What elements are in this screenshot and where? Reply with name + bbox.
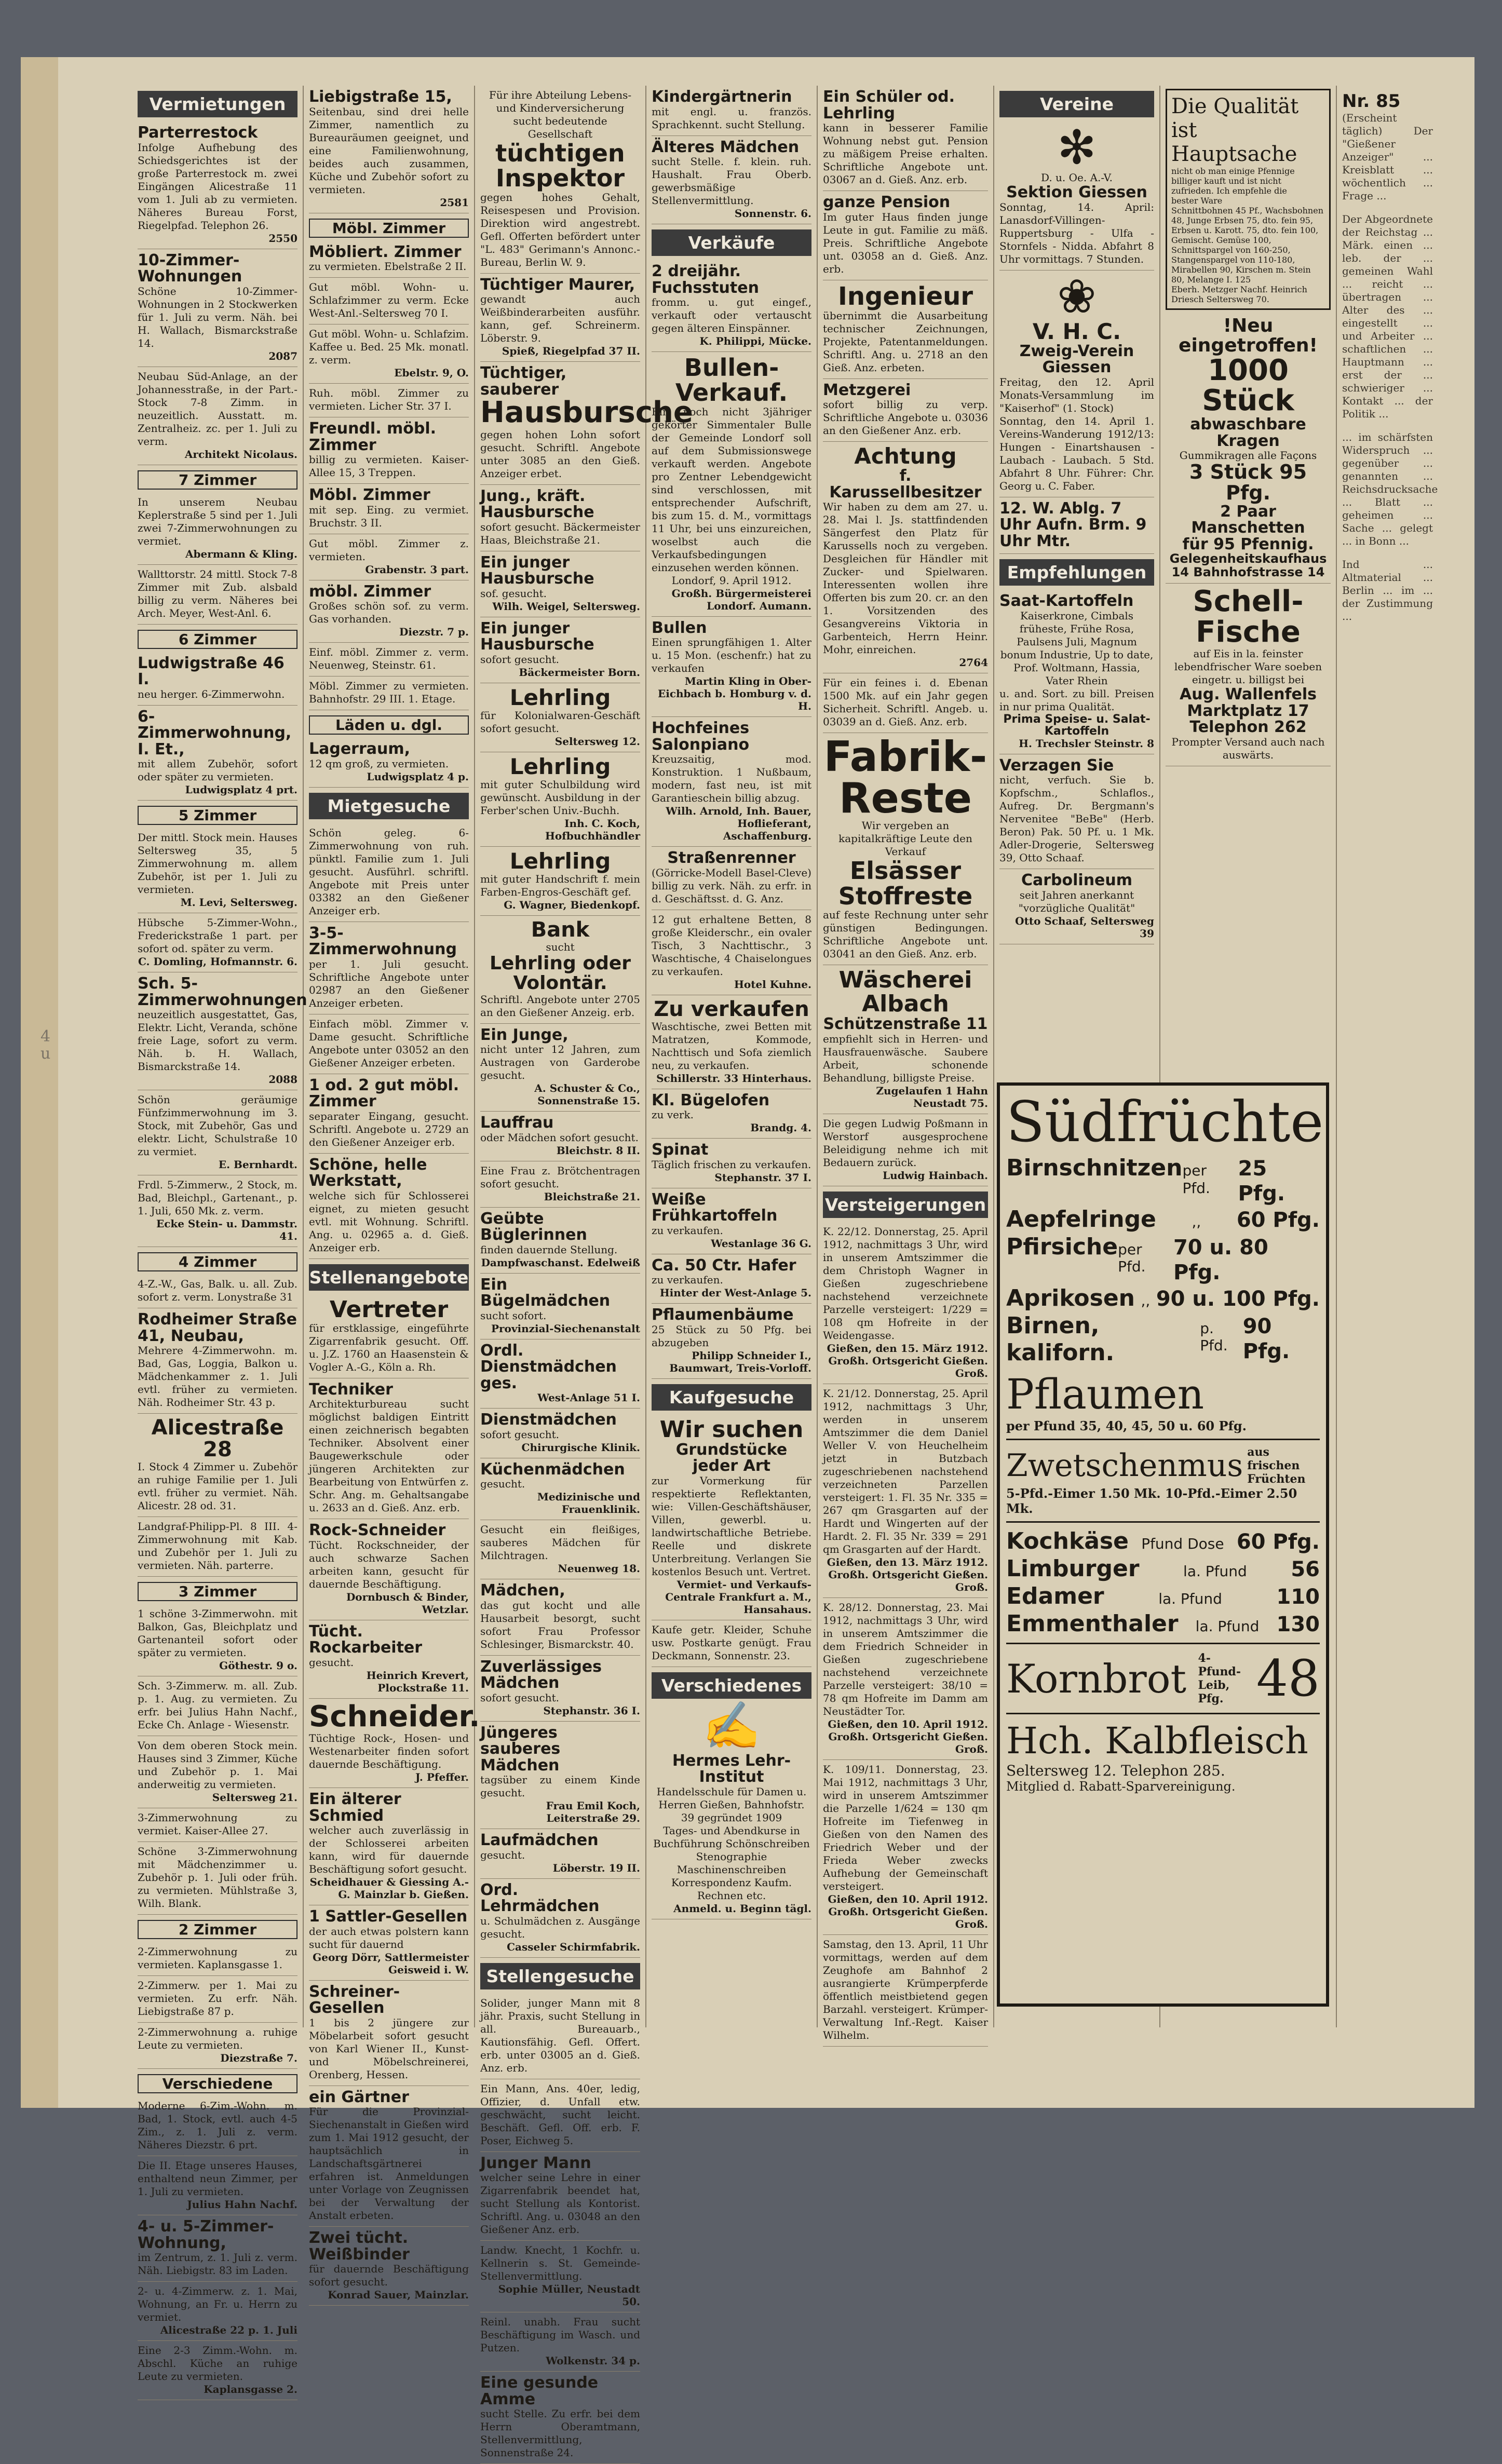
ad: Wallttorstr. 24 mittl. Stock 7-8 Zimmer mit Zub. alsbald billig zu verm. Näheres bei Arch. Meyer, West-Anl. 6.	[138, 565, 297, 625]
price-row-name: Aepfelringe	[1006, 1206, 1156, 1233]
ad: 12. W. Ablg. 7 Uhr Aufn. Brm. 9 Uhr Mtr.	[999, 497, 1154, 554]
ad: Hermes Lehr-Institut Handelsschule für Damen u. Herren Gießen, Bahnhofstr. 39 gegründet 1909 Tages- und Abendkurse in Buchführung Schönschreiben Stenographie Maschinenschreiben Korrespondenz Kaufm. Rechnen etc. Anmeld. u. Beginn tägl.	[652, 1750, 811, 1919]
ad: Zuverlässiges Mädchen sofort gesucht. Stephanstr. 36 I.	[480, 1656, 640, 1722]
ad: Freundl. möbl. Zimmer billig zu vermieten. Kaiser-Allee 15, 3 Treppen.	[309, 417, 469, 484]
subsection-moebl-zimmer: Möbl. Zimmer	[309, 219, 469, 238]
ad: 2-Zimmerw. per 1. Mai zu vermieten. Zu erfr. Näh. Liebigstraße 87 p.	[138, 1976, 297, 2023]
price-row-price: 25 Pfg.	[1238, 1157, 1286, 1206]
ad: 12 gut erhaltene Betten, 8 große Kleiderschr., ein ovaler Tisch, 3 Nachttischr., 3 Waschtische, 4 Chaiselongues zu verkaufen. Hotel Kuhne.	[652, 910, 811, 995]
ad: Schöne 3-Zimmerwohnung mit Mädchenzimmer u. Zubehör p. 1. Juli oder früh. zu vermieten. Mühlstraße 3, Wilh. Blank.	[138, 1842, 297, 1915]
ad: 4-Z.-W., Gas, Balk. u. all. Zub. sofort z. verm. Lonystraße 31	[138, 1275, 297, 1308]
subsection-verschiedene: Verschiedene	[138, 2074, 297, 2093]
ad: Wir suchen Grundstücke jeder Art zur Vormerkung für respektierte Reflektanten, wie: Villen-Geschäftshäuser, Villen, gewerbl. u. landwirtschaftliche Betriebe. Reelle und diskrete Unterbreitung. Verlangen Sie kostenlos Besuch unt. Vertret. Vermiet- und Verkaufs-Centrale Frankfurt a. M., Hansahaus.	[652, 1415, 811, 1620]
ad: Lehrling für Kolonialwaren-Geschäft sofort gesucht. Seltersweg 12.	[480, 683, 640, 752]
ad: Techniker Architekturbureau sucht möglichst baldigen Eintritt einen zeichnerisch begabten Techniker. Absolvent einer Baugewerkschule oder jüngeren Architekten zur Bearbeitung von Entwürfen z. Schr. Ang. m. Gehaltsangabe u. 2633 an d. Gieß. Anz. erb.	[309, 1378, 469, 1520]
ad: Ord. Lehrmädchen u. Schulmädchen z. Ausgänge gesucht. Casseler Schirmfabrik.	[480, 1879, 640, 1958]
section-header-verschiedenes: Verschiedenes	[652, 1672, 811, 1699]
ad: Ca. 50 Ctr. Hafer zu verkaufen. Hinter der West-Anlage 5.	[652, 1254, 811, 1304]
price-row-unit: la. Pfund	[1195, 1617, 1260, 1635]
price-row	[1006, 1312, 1320, 1368]
ad: Liebigstraße 15, Seitenbau, sind drei helle Zimmer, namentlich zu Bureauräumen geeignet, und eine Familienwohnung, beides auch zusammen, Küche und Zubehör sofort zu vermieten. 2581	[309, 86, 469, 213]
price-row-unit: per Pfd.	[1118, 1240, 1146, 1276]
ad: Dienstmädchen sofort gesucht. Chirurgische Klinik.	[480, 1409, 640, 1458]
ad: Parterrestock Infolge Aufhebung des Schiedsgerichtes ist der große Parterrestock m. zwei Eingängen Alicestraße 11 vom 1. Juli ab zu vermieten. Näheres Bureau Forst, Riegelpfad. Telephon 26. 2550	[138, 121, 297, 249]
price-row-name: Aprikosen	[1006, 1284, 1135, 1311]
ad: ✻ D. u. Oe. A.-V. Sektion Giessen Sonntag, 14. April: Lanasdorf-Villingen-Ruppertsburg - Ulfa - Stornfels - Nidda. Abfahrt 8 Uhr vormittags. 7 Stunden.	[999, 121, 1154, 270]
ad: Bullen Einen sprungfähigen 1. Alter u. 15 Mon. (eschenfr.) hat zu verkaufen Martin Kling in Ober-Eichbach b. Homburg v. d. H.	[652, 617, 811, 717]
price-row-unit: ,,	[1141, 1292, 1151, 1309]
section-header-stellengesuche: Stellengesuche	[480, 1963, 640, 1989]
price-row-name: Kochkäse	[1006, 1528, 1129, 1555]
ad: Lauffrau oder Mädchen sofort gesucht. Bleichstr. 8 II.	[480, 1112, 640, 1161]
ad: Spinat Täglich frischen zu verkaufen. Stephanstr. 37 I.	[652, 1139, 811, 1188]
ad: Ordl. Dienstmädchen ges. West-Anlage 51 I.	[480, 1339, 640, 1409]
ad: Moderne 6-Zim.-Wohn. m. Bad, 1. Stock, evtl. auch 4-5 Zim., z. 1. Juli z. verm. Näheres Diezstr. 6 prt.	[138, 2096, 297, 2156]
ad-kragen: !Neu eingetroffen! 1000 Stück abwaschbare Kragen Gummikragen alle Façons 3 Stück 95 Pfg. 2 Paar Manschetten für 95 Pfennig. Gelegenheitskaufhaus 14 Bahnhofstrasse 14	[1166, 313, 1331, 584]
ad: Rodheimer Straße 41, Neubau, Mehrere 4-Zimmerwohn. m. Bad, Gas, Loggia, Balkon u. Mädchenkammer z. 1. Juli evtl. früher zu vermieten. Näh. Rodheimer Str. 43 p.	[138, 1308, 297, 1414]
section-header-mietgesuche: Mietgesuche	[309, 793, 469, 819]
ad: Küchenmädchen gesucht. Medizinische und Frauenklinik.	[480, 1458, 640, 1521]
ad: Tücht. Rockarbeiter gesucht. Heinrich Krevert, Plockstraße 11.	[309, 1620, 469, 1699]
ad: Lehrling mit guter Schulbildung wird gewünscht. Ausbildung in der Ferber'schen Univ.-Buchh. Inh. C. Koch, Hofbuchhändler	[480, 752, 640, 847]
ad: Einf. möbl. Zimmer z. verm. Neuenweg, Steinstr. 61.	[309, 643, 469, 676]
section-header-kaufgesuche: Kaufgesuche	[652, 1384, 811, 1411]
ad: Möbl. Zimmer mit sep. Eing. zu vermiet. Bruchstr. 3 II.	[309, 484, 469, 534]
flower-emblem-icon: ❀	[1057, 269, 1097, 324]
price-row-name: Pfirsiche	[1006, 1233, 1118, 1260]
ad: 2-Zimmerwohnung a. ruhige Leute zu vermieten. Diezstraße 7.	[138, 2023, 297, 2069]
ad: Kindergärtnerin mit engl. u. französ. Sprachkennt. sucht Stellung.	[652, 86, 811, 136]
ad: Die II. Etage unseres Hauses, enthaltend neun Zimmer, per 1. Juli zu vermieten. Julius Hahn Nachf.	[138, 2156, 297, 2215]
subsection-6-zimmer: 6 Zimmer	[138, 630, 297, 649]
ad: Landgraf-Philipp-Pl. 8 III. 4-Zimmerwohnung mit Kab. und Zubehör per 1. Juli zu vermieten. Näh. parterre.	[138, 1517, 297, 1577]
ad-qualitaet: Die Qualität ist Hauptsache nicht ob man einige Pfennige billiger kauft und ist nicht zufrieden. Ich empfehle die bester Ware Schnittbohnen 45 Pf., Wachsbohnen 48, Junge Erbsen 75, dto. fein 95, Erbsen u. Karott. 75, dto. fein 100, Gemischt. Gemüse 100, Schnittspargel von 160-250, Stangenspargel von 110-180, Mirabellen 90, Kirschen m. Stein 80, Melange I. 125 Eberh. Metzger Nachf. Heinrich Driesch Seltersweg 70.	[1166, 89, 1331, 310]
ad: Ein Junge, nicht unter 12 Jahren, zum Austragen von Garderobe gesucht. A. Schuster & Co., Sonnenstraße 15.	[480, 1024, 640, 1112]
ad: Ein Mann, Ans. 40er, ledig, Offizier, d. Unfall etw. geschwächt, sucht leicht. Beschäft. Gefl. Off. erb. F. Poser, Eichweg 5.	[480, 2079, 640, 2152]
ad: 1 Sattler-Gesellen der auch etwas polstern kann sucht für dauernd Georg Dörr, Sattlermeister Geisweid i. W.	[309, 1905, 469, 1981]
ad: Metzgerei sofort billig zu verp. Schriftliche Angebote u. 03036 an den Gießener Anz. erb.	[823, 379, 988, 442]
ad: Solider, junger Mann mit 8 jähr. Praxis, sucht Stellung in all. Bureauarb., Kautionsfähig. Gefl. Offert. erb. unter 03005 an d. Gieß. Anz. erb.	[480, 1994, 640, 2079]
column-4	[646, 86, 818, 2027]
ad: Jung., kräft. Hausbursche sofort gesucht. Bäckermeister Haas, Bleichstraße 21.	[480, 485, 640, 551]
section-header-versteigerungen: Versteigerungen	[823, 1192, 988, 1218]
price-row-price: 110	[1276, 1585, 1320, 1609]
ad: Älteres Mädchen sucht Stelle. f. klein. ruh. Haushalt. Frau Oberb. gewerbsmäßige Stellenvermittlung. Sonnenstr. 6.	[652, 136, 811, 225]
ad: Möbl. Zimmer zu vermieten. Bahnhofstr. 29 III. 1. Etage.	[309, 676, 469, 710]
price-row	[1006, 1206, 1320, 1234]
subsection-3-zimmer: 3 Zimmer	[138, 1582, 297, 1601]
ad: 2 dreijähr. Fuchsstuten fromm. u. gut eingef., verkauft oder vertauscht gegen älteren Einspänner. K. Philippi, Mücke.	[652, 260, 811, 352]
price-row	[1006, 1583, 1320, 1610]
pencil-margin-note: 4 u	[40, 1027, 51, 1063]
price-row-price: 90 u. 100 Pfg.	[1156, 1287, 1320, 1311]
ad: Schneider. Tüchtige Rock-, Hosen- und Westenarbeiter finden sofort dauernde Beschäftigung. J. Pfeffer.	[309, 1699, 469, 1789]
ad: Mädchen, das gut kocht und alle Hausarbeit besorgt, sucht sofort Frau Professor Schlesinger, Bismarckstr. 40.	[480, 1579, 640, 1656]
column-3	[475, 86, 693, 2459]
ad: Sch. 3-Zimmerw. m. all. Zub. p. 1. Aug. zu vermieten. Zu erfr. bei Julius Hahn Nachf., Ecke Ch. Anlage - Wiesenstr.	[138, 1676, 297, 1736]
ad: Gesucht ein fleißiges, sauberes Mädchen für Milchtragen. Neuenweg 18.	[480, 1520, 640, 1579]
ad: Gut möbl. Wohn- u. Schlafzim. Kaffee u. Bed. 25 Mk. monatl. z. verm. Ebelstr. 9, O.	[309, 324, 469, 384]
ad: Alicestraße 28 I. Stock 4 Zimmer u. Zubehör an ruhige Familie per 1. Juli evtl. früher zu vermiet. Näh. Alicestr. 28 od. 31.	[138, 1414, 297, 1517]
ad: Fabrik-Reste Wir vergeben an kapitalkräftige Leute den Verkauf Elsässer Stoffreste auf feste Rechnung unter sehr günstigen Bedingungen. Schriftliche Angebote unt. 03041 an den Gieß. Anz. erb.	[823, 733, 988, 965]
ad: Kl. Bügelofen zu verk. Brandg. 4.	[652, 1089, 811, 1139]
price-row-name: Edamer	[1006, 1582, 1104, 1609]
pen-hand-icon: ✍	[702, 1698, 761, 1753]
ad: Zu verkaufen Waschtische, zwei Betten mit Matratzen, Kommode, Nachttisch und Sofa ziemlich neu, zu verkaufen. Schillerstr. 33 Hinterhaus.	[652, 995, 811, 1089]
price-row-price: 60 Pfg.	[1236, 1208, 1320, 1232]
column-1	[132, 86, 307, 2395]
ad: In unserem Neubau Keplerstraße 5 sind per 1. Juli zwei 7-Zimmerwohnungen zu vermiet. Abermann & Kling.	[138, 493, 297, 565]
ad: Ludwigstraße 46 I. neu herger. 6-Zimmerwohn.	[138, 652, 297, 706]
ad: Gut möbl. Wohn- u. Schlafzimmer zu verm. Ecke West-Anl.-Seltersweg 70 I.	[309, 278, 469, 324]
ad: 1 schöne 3-Zimmerwohn. mit Balkon, Gas, Bleichplatz und Gartenanteil sofort oder später zu vermieten. Göthestr. 9 o.	[138, 1604, 297, 1676]
ad: Bank sucht Lehrling oder Volontär. Schriftl. Angebote unter 2705 an den Gießener Anzeig. erb.	[480, 916, 640, 1024]
section-header-vermietungen: Vermietungen	[138, 91, 297, 117]
ad: Tüchtiger, sauberer Hausbursche gegen hohen Lohn sofort gesucht. Schriftl. Angebote unter 3085 an den Gieß. Anzeiger erbet.	[480, 362, 640, 485]
ad: ein Gärtner Für die Provinzial-Siechenanstalt in Gießen wird zum 1. Mai 1912 gesucht, der hauptsächlich in Landschaftsgärtnerei erfahren ist. Anmeldungen unter Vorlage von Zeugnissen bei der Verwaltung der Anstalt erbeten.	[309, 2086, 469, 2227]
section-header-vereine: Vereine	[999, 91, 1154, 117]
ad: Landw. Knecht, 1 Kochfr. u. Kellnerin s. St. Gemeinde-Stellenvermittlung. Sophie Müller, Neustadt 50.	[480, 2241, 640, 2312]
ad: Straßenrenner (Görricke-Modell Basel-Cleve) billig zu verk. Näh. zu erfr. in d. Geschäftsst. d. G. Anz.	[652, 847, 811, 910]
ad: Eine 2-3 Zimm.-Wohn. m. Abschl. Küche an ruhige Leute zu vermieten. Kaplansgasse 2.	[138, 2341, 297, 2400]
subsection-4-zimmer: 4 Zimmer	[138, 1252, 297, 1271]
ad: Schreiner-Gesellen 1 bis 2 jüngere zur Möbelarbeit sofort gesucht von Karl Wiener II., Kunst- und Möbelschreinerei, Orenberg, Hessen.	[309, 1981, 469, 2086]
ad: Jüngeres sauberes Mädchen tagsüber zu einem Kinde gesucht. Frau Emil Koch, Leiterstraße 29.	[480, 1722, 640, 1830]
page-binding-edge	[21, 57, 58, 2108]
ad: 10-Zimmer-Wohnungen Schöne 10-Zimmer-Wohnungen in 2 Stockwerken für 1. Juli zu verm. Näh. bei H. Wallach, Bismarckstraße 14. 2087	[138, 249, 297, 367]
price-list-fruits	[1006, 1155, 1320, 1367]
ad: Lehrling mit guter Handschrift f. mein Farben-Engros-Geschäft gef. G. Wagner, Biedenkopf.	[480, 847, 640, 916]
ad: Sch. 5-Zimmerwohnungen neuzeitlich ausgestattet, Gas, Elektr. Licht, Veranda, schöne freie Lage, sofort zu verm. Näh. b. H. Wallach, Bismarckstraße 14. 2088	[138, 972, 297, 1090]
ad: Schön geleg. 6-Zimmerwohnung von ruh. pünktl. Familie zum 1. Juli gesucht. Ausführl. schriftl. Angebote mit Preis unter 03382 an den Gießener Anzeiger erb.	[309, 823, 469, 922]
section-header-stellenangebote: Stellenangebote	[309, 1264, 469, 1291]
ad: Hübsche 5-Zimmer-Wohn., Frederickstraße 1 part. per sofort od. später zu verm. C. Domling, Hofmannstr. 6.	[138, 913, 297, 972]
ad: Ein Bügelmädchen sucht sofort. Provinzial-Siechenanstalt	[480, 1274, 640, 1339]
ad: Ein Schüler od. Lehrling kann in besserer Familie Wohnung nebst gut. Pension zu mäßigem Preise erhalten. Schriftliche Angebote unt. 03067 an d. Gieß. Anz. erb.	[823, 86, 988, 191]
price-row-price: 90 Pfg.	[1242, 1314, 1290, 1363]
price-row-unit: p. Pfd.	[1200, 1319, 1228, 1355]
ad: Lagerraum, 12 qm groß, zu vermieten. Ludwigsplatz 4 p.	[309, 738, 469, 788]
ad: Tüchtiger Maurer, gewandt auch Weißbinderarbeiten ausführ. kann, gef. Schreinerm. Löberstr. 9. Spieß, Riegelpfad 37 II.	[480, 274, 640, 362]
subsection-laeden: Läden u. dgl.	[309, 715, 469, 735]
price-row-price: 60 Pfg.	[1236, 1530, 1320, 1554]
price-row	[1006, 1528, 1320, 1555]
ad: Gut möbl. Zimmer z. vermieten. Grabenstr. 3 part.	[309, 534, 469, 580]
ad: Möbliert. Zimmer zu vermieten. Ebelstraße 2 II.	[309, 241, 469, 278]
price-row-unit: Pfund Dose	[1141, 1535, 1224, 1553]
subsection-2-zimmer: 2 Zimmer	[138, 1920, 297, 1939]
ad: Eine Frau z. Brötchentragen sofort gesucht. Bleichstraße 21.	[480, 1161, 640, 1208]
ad: ganze Pension Im guter Haus finden junge Leute in gut. Familie zu mäß. Preis. Schriftliche Angebote unt. 03058 an d. Gieß. Anz. erb.	[823, 191, 988, 280]
ad: Schön geräumige Fünfzimmerwohnung im 3. Stock, mit Zubehör, Gas und elektr. Licht, Schulstraße 10 zu vermiet. E. Bernhardt.	[138, 1090, 297, 1175]
price-row	[1006, 1555, 1320, 1583]
ad-schellfische: Schell-Fische auf Eis in la. feinster lebendfrischer Ware soeben eingetr. u. billigst bei Aug. Wallenfels Marktplatz 17 Telephon 262 Prompter Versand auch nach auswärts.	[1166, 584, 1331, 766]
price-row-price: 130	[1276, 1612, 1320, 1636]
ad: Verzagen Sie nicht, verfuch. Sie b. Kopfschm., Schlaflos., Aufreg. Dr. Bergmann's Nervenitee "BeBe" (Herb. Beron) Pak. 50 Pf. u. 1 Mk. Adler-Drogerie, Seltersweg 39, Otto Schaaf.	[999, 754, 1154, 870]
price-row-price: 56	[1291, 1557, 1320, 1581]
ad: Die gegen Ludwig Poßmann in Werstorf ausgesprochene Beleidigung nehme ich mit Bedauern zurück. Ludwig Hainbach.	[823, 1114, 988, 1186]
ad: Schöne, helle Werkstatt, welche sich für Schlosserei eignet, zu mieten gesucht evtl. mit Wohnung. Schriftl. Ang. u. 02965 a. d. Gieß. Anzeiger erb.	[309, 1154, 469, 1259]
price-row	[1006, 1234, 1320, 1285]
price-row-name: Limburger	[1006, 1555, 1140, 1582]
ad: Eine gesunde Amme sucht Stelle. Zu erfr. bei dem Herrn Oberamtmann, Stellenvermittlung, Sonnenstraße 24.	[480, 2372, 640, 2464]
ad: Saat-Kartoffeln Kaiserkrone, Cimbals früheste, Frühe Rosa, Paulsens Juli, Magnum bonum Industrie, Up to date, Prof. Woltmann, Hassia, Vater Rhein u. and. Sort. zu bill. Preisen in nur prima Qualität. Prima Speise- u. Salat-Kartoffeln H. Trechsler Steinstr. 8	[999, 590, 1154, 754]
ad: Ein junger Hausbursche sof. gesucht. Wilh. Weigel, Seltersweg.	[480, 551, 640, 617]
newspaper-page	[132, 86, 1438, 2459]
price-row-unit: ,,	[1192, 1213, 1201, 1230]
ad: Weiße Frühkartoffeln zu verkaufen. Westanlage 36 G.	[652, 1188, 811, 1254]
ad: Ruh. möbl. Zimmer zu vermieten. Licher Str. 37 I.	[309, 384, 469, 417]
price-row-name: Birnschnitzen	[1006, 1155, 1183, 1181]
price-row-unit: per Pfd.	[1182, 1162, 1210, 1197]
subsection-5-zimmer: 5 Zimmer	[138, 806, 297, 825]
ad: Ein älterer Schmied welcher auch zuverlässig in der Schlosserei arbeiten kann, wird für dauernde Beschäftigung sofort gesucht. Scheidhauer & Giessing A.-G. Mainzlar b. Gießen.	[309, 1788, 469, 1905]
ad: Junger Mann welcher seine Lehre in einer Zigarrenfabrik beendet hat, sucht Stellung als Kontorist. Schriftl. Ang. u. 03048 an den Gießener Anz. erb.	[480, 2152, 640, 2241]
price-row-unit: la. Pfund	[1158, 1590, 1222, 1607]
ad: 2- u. 4-Zimmerw. z. 1. Mai, Wohnung, an Fr. u. Herrn zu vermiet. Alicestraße 22 p. 1. Juli	[138, 2282, 297, 2341]
column-2	[304, 86, 480, 2301]
column-5	[818, 86, 994, 2041]
ad: Für ihre Abteilung Lebens- und Kinderversicherung sucht bedeutende Gesellschaft tüchtigen Inspektor gegen hohes Gehalt, Reisespesen und Provision. Direktion wird angestrebt. Gefl. Offerten befördert unter "L. 483" Gerimann's Annonc.-Bureau, Berlin W. 9.	[480, 86, 640, 274]
ad: 6-Zimmerwohnung, I. Et., mit allem Zubehör, sofort oder später zu vermieten. Ludwigsplatz 4 prt.	[138, 706, 297, 801]
ad: Der mittl. Stock mein. Hauses Seltersweg 35, 5 Zimmerwohnung m. allem Zubehör, ist per 1. Juli zu vermieten. M. Levi, Seltersweg.	[138, 828, 297, 913]
ad: Hochfeines Salonpiano Kreuzsaitig, mod. Konstruktion. 1 Nußbaum, modern, fast neu, ist mit Garantieschein billig abzug. Wilh. Arnold, Inh. Bauer, Hoflieferant, Aschaffenburg.	[652, 717, 811, 847]
ad: ❀ V. H. C. Zweig-Verein Giessen Freitag, den 12. April Monats-Versammlung im "Kaiserhof" (1. Stock) Sonntag, den 14. April 1. Vereins-Wanderung 1912/13: Hungen - Einartshausen - Laubach - Laubach. 5 Std. Abfahrt 8 Uhr. Führer: Chr. Georg u. C. Faber.	[999, 270, 1154, 497]
ad: möbl. Zimmer Großes schön sof. zu verm. Gas vorhanden. Diezstr. 7 p.	[309, 580, 469, 643]
ad: Zwei tücht. Weißbinder für dauernde Beschäftigung sofort gesucht. Konrad Sauer, Mainzlar.	[309, 2227, 469, 2306]
edelweiss-icon: ✻	[1057, 120, 1097, 175]
price-row	[1006, 1285, 1320, 1312]
ad: K. 28/12. Donnerstag, 23. Mai 1912, nachmittags 3 Uhr, wird in unserem Amtszimmer die dem Friedrich Schneider in Gießen zugeschriebene nachstehend verzeichnete Parzelle versteigert: 38/10 = 78 qm Hofreite im Damm am Neustädter Tor. Gießen, den 10. April 1912. Großh. Ortsgericht Gießen. Groß.	[823, 1598, 988, 1760]
section-header-empfehlungen: Empfehlungen	[999, 559, 1154, 586]
ad: Für ein feines i. d. Ebenan 1500 Mk. auf ein Jahr gegen Sicherheit. Schriftl. Angeb. u. 03039 an d. Gieß. Anz. erb.	[823, 673, 988, 733]
ad: 3-Zimmerwohnung zu vermiet. Kaiser-Allee 27.	[138, 1808, 297, 1842]
ad: Frdl. 5-Zimmerw., 2 Stock, m. Bad, Bleichpl., Gartenant., p. 1. Juli, 650 Mk. z. verm. Ecke Stein- u. Dammstr. 41.	[138, 1175, 297, 1247]
column-8-editorial: Nr. 85 (Erscheint täglich) Der "Gießener Anzeiger" ... Kreisblatt ... wöchentlich ... Frage ... Der Abgeordnete der Reichstag ... Märk. einen ... leb. der ... gemeinen Wahl ... reicht ... übertragen ... Alter des ... eingestellt ... und Arbeiter ... schaftlichen ... Hauptmann ... erst der ... schwieriger ... Kontakt ... der Politik ... ... im schärfsten Widerspruch ... gegenüber ... genannten ... Reichsdrucksache ... Blatt ... geheimen ... Sache ... gelegt ... in Bonn ... Ind ... Altmaterial ... Berlin ... im ... der Zustimmung ...	[1342, 91, 1438, 622]
ad: Laufmädchen gesucht. Löberstr. 19 II.	[480, 1829, 640, 1879]
ad: Samstag, den 13. April, 11 Uhr vormittags, werden auf dem Zeughofe am Bahnhof 2 ausrangierte Krümperpferde öffentlich meistbietend gegen Barzahl. versteigert. Krümper-Verwaltung Inf.-Regt. Kaiser Wilhelm.	[823, 1935, 988, 2047]
ad: Rock-Schneider Tücht. Rockschneider, der auch schwarze Sachen arbeiten kann, gesucht für dauernde Beschäftigung. Dornbusch & Binder, Wetzlar.	[309, 1519, 469, 1620]
ad: Kaufe getr. Kleider, Schuhe usw. Postkarte genügt. Frau Deckmann, Sonnenstr. 23.	[652, 1620, 811, 1667]
ad: Vertreter für erstklassige, eingeführte Zigarrenfabrik gesucht. Off. u. J.Z. 1760 an Haasenstein & Vogler A.-G., Köln a. Rh.	[309, 1295, 469, 1378]
page-number: Nr. 85	[1342, 91, 1401, 112]
price-row-unit: la. Pfund	[1183, 1562, 1247, 1580]
price-row	[1006, 1610, 1320, 1638]
price-row-price: 70 u. 80 Pfg.	[1173, 1235, 1268, 1284]
ad: Geübte Büglerinnen finden dauernde Stellung. Dampfwaschanst. Edelweiß	[480, 1208, 640, 1274]
ad-suedfruechte: Südfrüchte Birnschnitzen per Pfd. 25 Pfg. Aepfelringe ,, 60 Pfg. Pfirsiche per Pfd. 70 u. 80 Pfg. Aprikosen ,, 90 u. 100 Pfg. Birnen, kaliforn. p. Pfd. 90 Pfg. Pflaumen per Pfund 35, 40, 45, 50 u. 60 Pfg. Zwetschenmus aus frischen Früchten 5-Pfd.-Eimer 1.50 Mk. 10-Pfd.-Eimer 2.50 Mk. Kochkäse Pfund Dose 60 Pfg. Limburger la. Pfund 56 Edamer la. Pfund 110 Emmenthaler la. Pfund 130 Kornbrot 4-Pfund-Leib, Pfg. 48 Hch. Kalbfleisch Seltersweg 12. Telephon 285. Mitglied d. Rabatt-Sparvereinigung.	[997, 1082, 1329, 2007]
ad: Ein junger Hausbursche sofort gesucht. Bäckermeister Born.	[480, 617, 640, 683]
ad: Bullen-Verkauf. Ein noch nicht 3jähriger gekörter Simmentaler Bulle der Gemeinde Londorf soll auf dem Submissionswege verkauft werden. Angebote pro Zentner Lebendgewicht sind verschlossen, mit entsprechender Aufschrift, bis zum 15. d. M., vormittags 11 Uhr, bei uns einzureichen, woselbst auch die Verkaufsbedingungen einzusehen werden können. Londorf, 9. April 1912. Großh. Bürgermeisterei Londorf. Aumann.	[652, 352, 811, 617]
ad: Pflaumenbäume 25 Stück zu 50 Pfg. bei abzugeben Philipp Schneider I., Baumwart, Treis-Vorloff.	[652, 1304, 811, 1379]
price-row-name: Emmenthaler	[1006, 1610, 1179, 1637]
ad: Einfach möbl. Zimmer v. Dame gesucht. Schriftliche Angebote unter 03052 an den Gießener Anzeiger erbeten.	[309, 1014, 469, 1074]
ad: Neubau Süd-Anlage, an der Johannesstraße, in der Part.-Stock 7-8 Zimm. in neuzeitlich. Ausstatt. m. Zentralheiz. zc. per 1. Juli zu verm. Architekt Nicolaus.	[138, 367, 297, 465]
ad: 2-Zimmerwohnung zu vermieten. Kaplansgasse 1.	[138, 1942, 297, 1976]
ad: K. 21/12. Donnerstag, 25. April 1912, nachmittags 3 Uhr, werden in unserem Amtszimmer die dem Daniel Weller V. von Heuchelheim jetzt in Butzbach zugeschriebenen nachstehend verzeichneten Parzellen versteigert: 1. Fl. 35 Nr. 335 = 267 qm Grasgarten auf der Hardt und Wingerten auf der Hardt. 2. Fl. 35 Nr. 339 = 291 qm Grasgarten auf der Hardt. Gießen, den 13. März 1912. Großh. Ortsgericht Gießen. Groß.	[823, 1384, 988, 1598]
ad: Wäscherei Albach Schützenstraße 11 empfiehlt sich in Herren- und Hausfrauenwäsche. Saubere Arbeit, schonende Behandlung, billigste Preise. Zugelaufen 1 Hahn Neustadt 75.	[823, 965, 988, 1114]
ad: 4- u. 5-Zimmer-Wohnung, im Zentrum, z. 1. Juli z. verm. Näh. Liebigstr. 83 im Laden.	[138, 2215, 297, 2282]
ad: Carbolineum seit Jahren anerkannt "vorzügliche Qualität" Otto Schaaf, Seltersweg 39	[999, 869, 1154, 944]
ad: Reinl. unabh. Frau sucht Beschäftigung im Wasch. und Putzen. Wolkenstr. 34 p.	[480, 2312, 640, 2372]
ad: Ingenieur übernimmt die Ausarbeitung technischer Zeichnungen, Projekte, Patentanmeldungen. Schriftl. Ang. u. 2718 an den Gieß. Anz. erbeten.	[823, 280, 988, 379]
ad: Von dem oberen Stock mein. Hauses sind 3 Zimmer, Küche und Zubehör p. 1. Mai anderweitig zu vermieten. Seltersweg 21.	[138, 1736, 297, 1808]
ad: 1 od. 2 gut möbl. Zimmer separater Eingang, gesucht. Schriftl. Angebote u. 2729 an den Gießener Anzeiger erb.	[309, 1074, 469, 1154]
ad: K. 109/11. Donnerstag, 23. Mai 1912, nachmittags 3 Uhr, wird in unserem Amtszimmer die Parzelle 1/624 = 130 qm Hofreite im Tiefenweg in Gießen von den Namen des Friedrich Weber und der Frieda Weber zwecks Aufhebung der Gemeinschaft versteigert. Gießen, den 10. April 1912. Großh. Ortsgericht Gießen. Groß.	[823, 1760, 988, 1935]
price-row-name: Birnen, kaliforn.	[1006, 1312, 1115, 1366]
section-header-verkaeufe: Verkäufe	[652, 229, 811, 256]
ad: Achtung f. Karussellbesitzer Wir haben zu dem am 27. u. 28. Mai l. Js. stattfindenden Sängerfest den Platz für Karussells noch zu vergeben. Desgleichen für Händler mit Zucker- und Spielwaren. Interessenten wollen ihre Offerten bis zum 20. cr. an den 1. Vorsitzenden des Gesangvereins Viktoria in Garbenteich, Herrn Heinr. Mohr, einreichen. 2764	[823, 442, 988, 673]
price-list-cheese	[1006, 1528, 1320, 1637]
ad: 3-5-Zimmerwohnung per 1. Juli gesucht. Schriftliche Angebote unter 02987 an den Gießener Anzeiger erbeten.	[309, 922, 469, 1014]
ad: K. 22/12. Donnerstag, 25. April 1912, nachmittags 3 Uhr, wird in unserem Amtszimmer die dem Christoph Wagner in Gießen zugeschriebene nachstehend verzeichnete Parzelle versteigert: 1/229 = 108 qm Hofreite in der Weidengasse. Gießen, den 15. März 1912. Großh. Ortsgericht Gießen. Groß.	[823, 1222, 988, 1384]
price-row	[1006, 1155, 1320, 1206]
subsection-7-zimmer: 7 Zimmer	[138, 470, 297, 490]
